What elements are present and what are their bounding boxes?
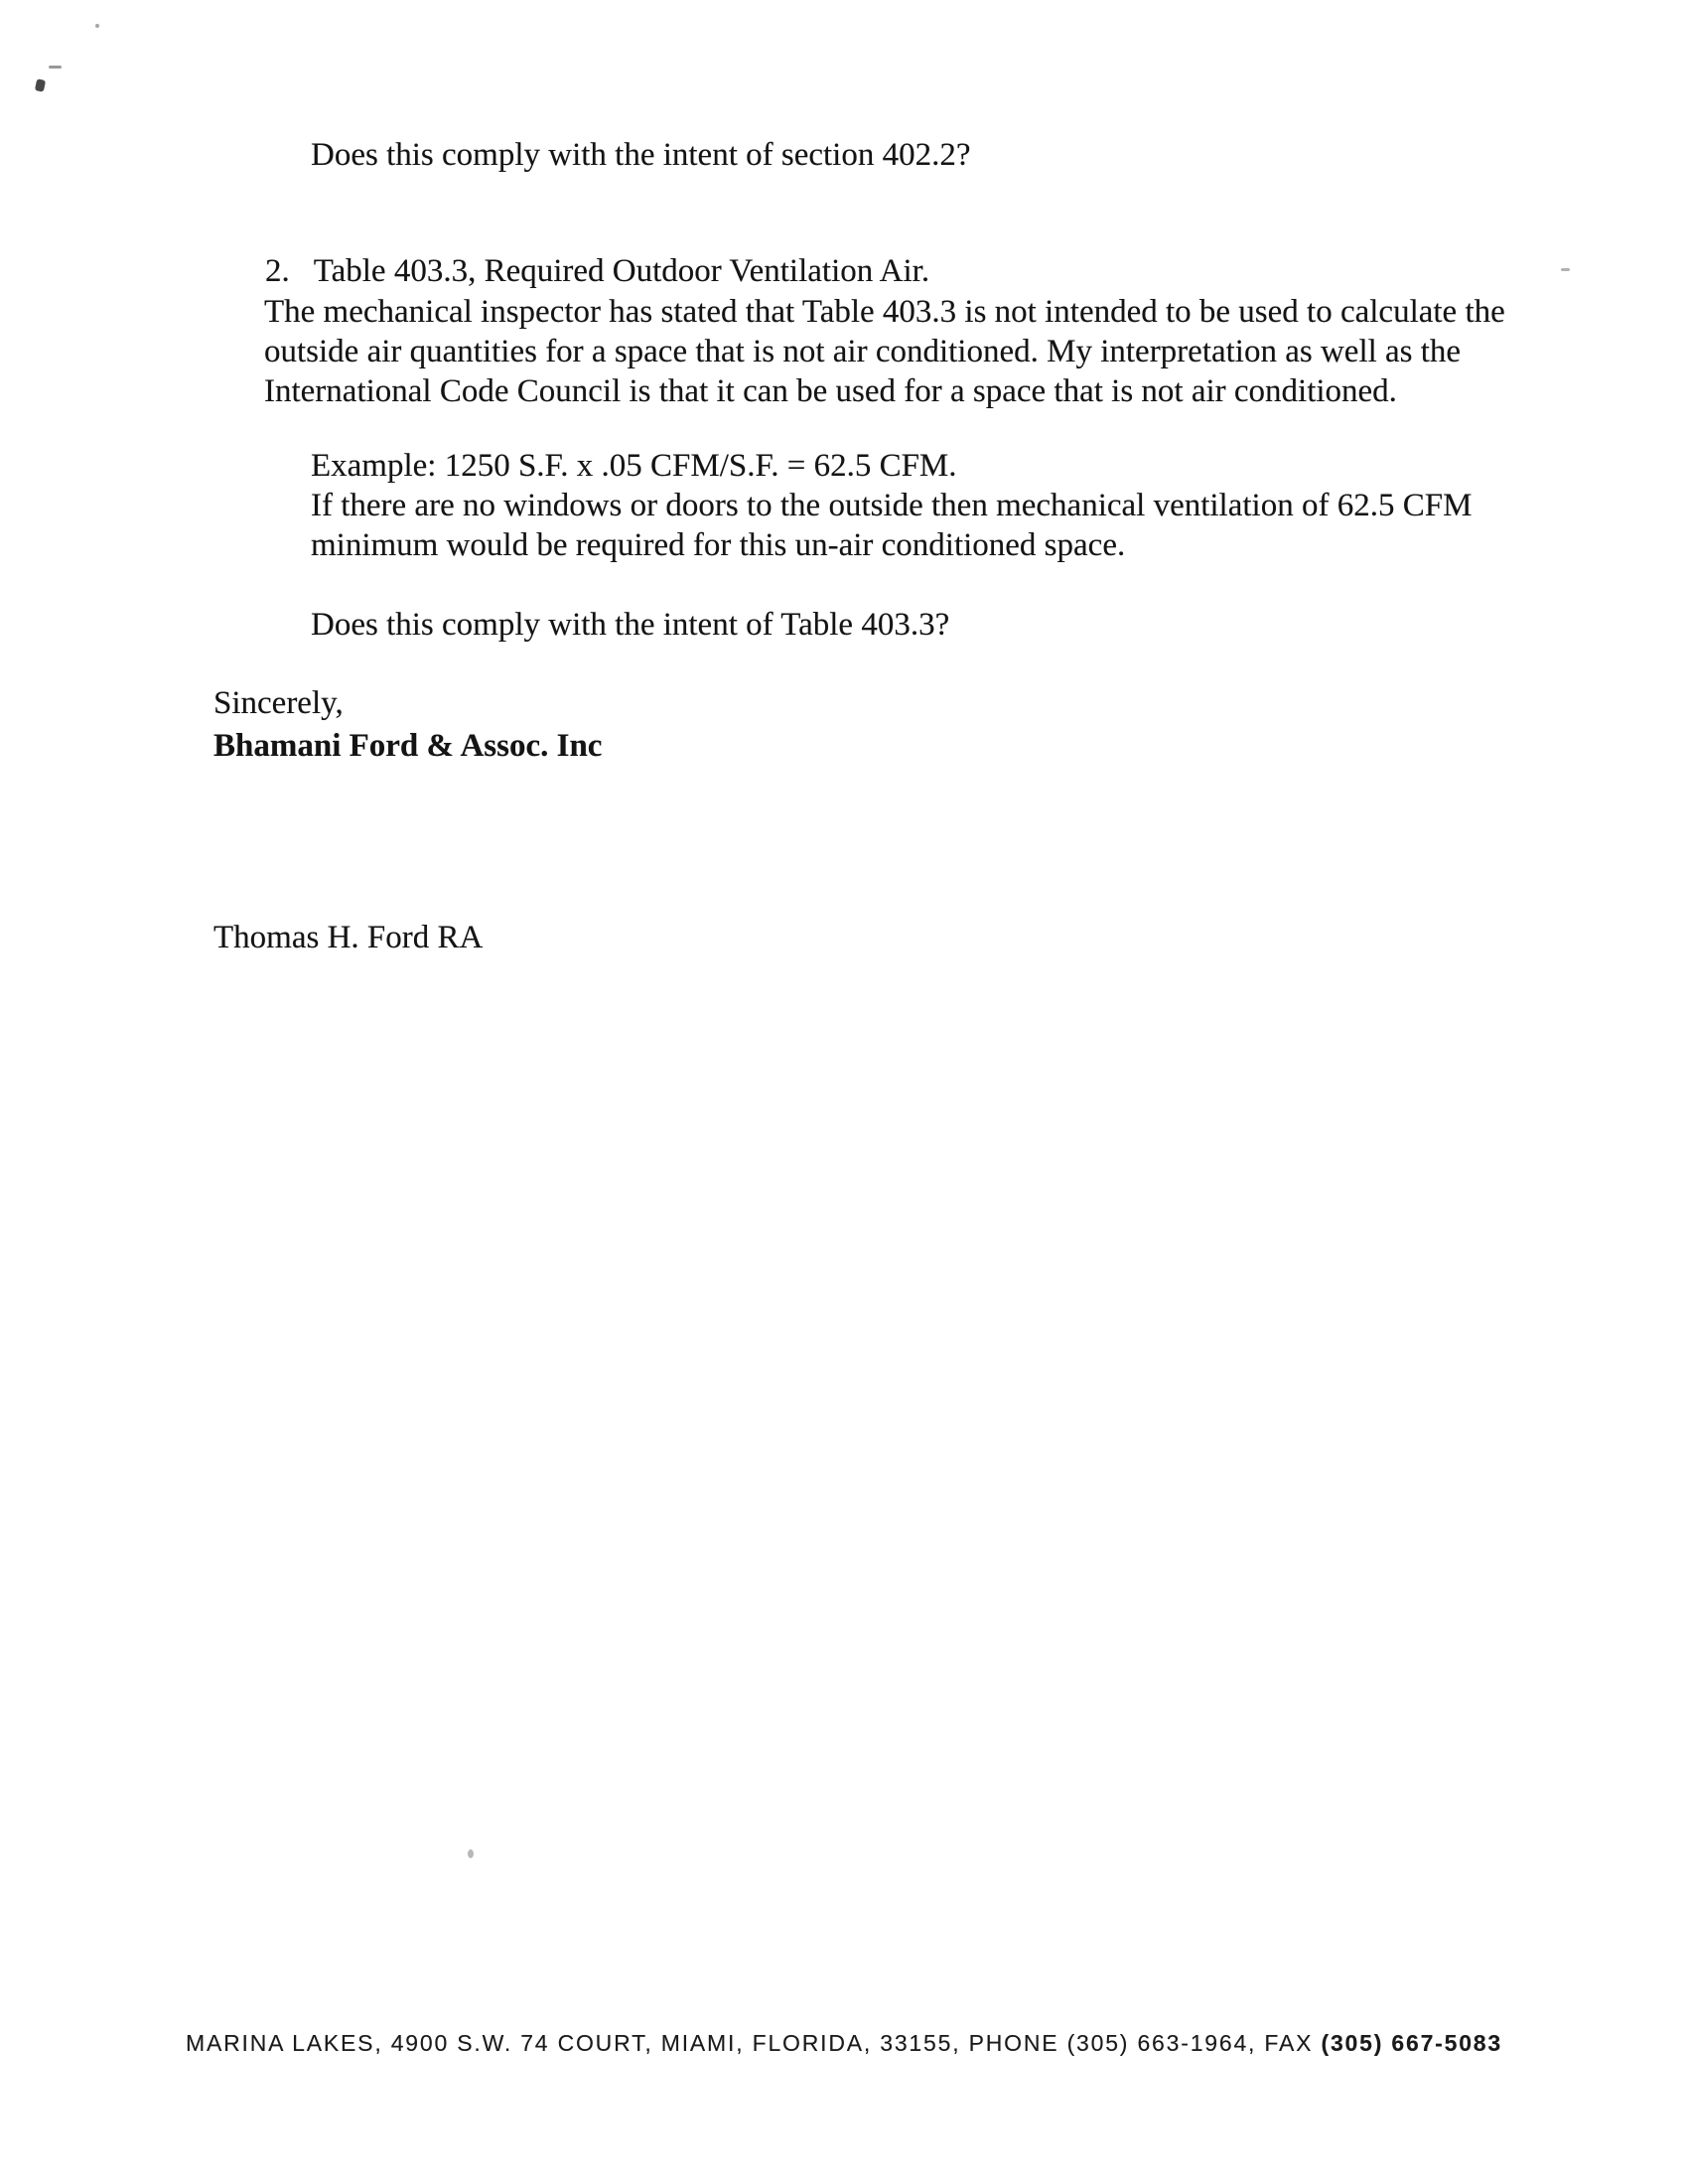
footer-fax-number: (305) 667-5083	[1321, 2030, 1502, 2056]
item-2-body-line-1: The mechanical inspector has stated that Table 403.3 is not intended to be used to calculate the	[264, 294, 1505, 330]
example-line-3: minimum would be required for this un-air conditioned space.	[311, 527, 1126, 563]
letterhead-footer	[0, 2029, 1688, 2057]
footer-address-phone: MARINA LAKES, 4900 S.W. 74 COURT, MIAMI, FLORIDA, 33155, PHONE (305) 663-1964, FAX	[186, 2030, 1322, 2056]
example-line-1: Example: 1250 S.F. x .05 CFM/S.F. = 62.5 CFM.	[311, 448, 957, 484]
closing-salutation: Sincerely,	[213, 685, 344, 721]
closing-company-name: Bhamani Ford & Assoc. Inc	[213, 728, 603, 764]
item-2-number: 2.	[265, 253, 290, 289]
scan-artifact	[95, 24, 99, 28]
question-section-402: Does this comply with the intent of section 402.2?	[311, 137, 971, 173]
closing-signer-name: Thomas H. Ford RA	[213, 920, 484, 955]
scan-artifact	[49, 66, 62, 69]
item-2-title: Table 403.3, Required Outdoor Ventilation Air.	[313, 253, 930, 289]
item-2-heading	[265, 251, 929, 291]
example-line-2: If there are no windows or doors to the outside then mechanical ventilation of 62.5 CFM	[311, 488, 1473, 523]
question-table-403: Does this comply with the intent of Table 403.3?	[311, 607, 950, 643]
scan-artifact	[35, 78, 46, 92]
scan-artifact	[468, 1849, 474, 1858]
item-2-body-line-2: outside air quantities for a space that is not air conditioned. My interpretation as well as the	[264, 334, 1462, 369]
item-2-body-line-3: International Code Council is that it can be used for a space that is not air conditioned.	[264, 373, 1397, 409]
scan-artifact	[1561, 268, 1570, 271]
